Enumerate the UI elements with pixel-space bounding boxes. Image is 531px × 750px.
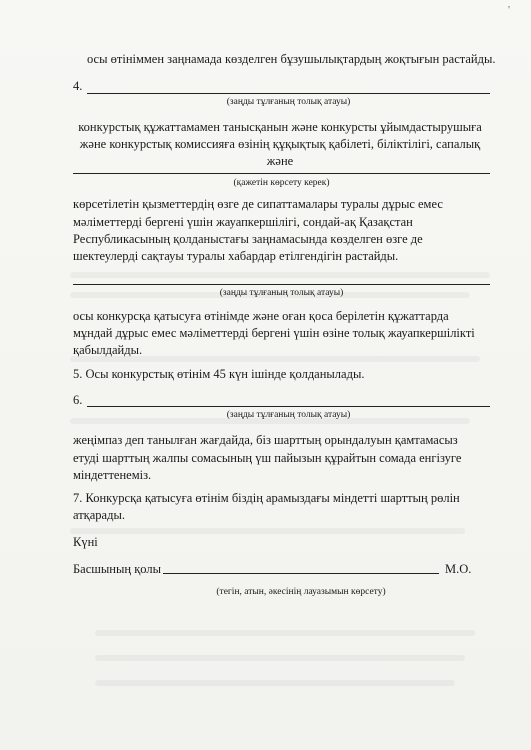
- item6-fill-line: [87, 406, 490, 407]
- legal-name-fill-line-2: [73, 284, 490, 285]
- item4-text-line1: конкурстық құжаттамамен танысқанын және конкурсты ұйымдастырушыға: [78, 120, 482, 134]
- item5-text: 5. Осы конкурстық өтінім 45 күн ішінде қолданылады.: [73, 367, 365, 381]
- bleed-through-mark: [95, 680, 455, 686]
- signature-fill-line: [163, 573, 439, 574]
- legal-name-caption-2: (заңды тұлғаның толық атауы): [219, 288, 344, 298]
- name-position-caption: (тегін, атын, әкесінің лауазымын көрсету): [216, 587, 386, 597]
- item7-line1: 7. Конкурсқа қатысуға өтінім біздің арамыздағы міндетті шарттың рөлін: [73, 491, 460, 505]
- item4-number: 4.: [73, 79, 83, 93]
- responsibility-line4: шектеулерді сақтауы туралы хабардар етілгендігін растайды.: [73, 249, 399, 263]
- head-signature-label: Басшының қолы: [73, 562, 161, 576]
- stamp-place-label: М.О.: [445, 562, 472, 576]
- specify-fill-line: [73, 173, 490, 174]
- responsibility-line1: көрсетілетін қызметтердің өзге де сипаттамалары туралы дұрыс емес: [73, 197, 443, 211]
- bleed-through-mark: [70, 528, 465, 534]
- bleed-through-mark: [95, 655, 465, 661]
- item4-text-line2: және конкурстық комиссияға өзінің құқықтық қабілеті, біліктілігі, сапалық: [79, 137, 481, 151]
- participation-line1: осы конкурсқа қатысуға өтінімде және оған қоса берілетін құжаттарда: [73, 309, 449, 323]
- winner-line3: міндеттенеміз.: [73, 468, 152, 482]
- bleed-through-mark: [95, 630, 475, 636]
- winner-line2: етуді шарттың жалпы сомасының үш пайызын құрайтын сомада енгізуге: [73, 451, 462, 465]
- item7-line2: атқарады.: [73, 508, 125, 522]
- participation-line2: мұндай дұрыс емес мәліметтерді бергені үшін өзіне толық жауапкершілікті: [73, 326, 475, 340]
- confirm-paragraph: осы өтініммен заңнамада көзделген бұзушылықтардың жоқтығын растайды.: [87, 52, 496, 66]
- bleed-through-mark: [70, 272, 490, 278]
- participation-line3: қабылдайды.: [73, 343, 143, 357]
- corner-mark: ': [508, 4, 510, 16]
- legal-name-caption: (заңды тұлғаның толық атауы): [226, 97, 351, 107]
- item6-number: 6.: [73, 393, 83, 407]
- specify-caption: (қажетін көрсету керек): [233, 178, 330, 188]
- responsibility-line2: мәліметтерді бергені үшін жауапкершілігі, сондай-ақ Қазақстан: [73, 215, 413, 229]
- responsibility-line3: Республикасының қолданыстағы заңнамасында көзделген өзге де: [73, 232, 423, 246]
- item4-fill-line: [87, 93, 490, 94]
- date-label: Күні: [73, 535, 98, 549]
- legal-name-caption-3: (заңды тұлғаның толық атауы): [226, 410, 351, 420]
- winner-line1: жеңімпаз деп танылған жағдайда, біз шарттың орындалуын қамтамасыз: [73, 433, 458, 447]
- item4-text-line3: және: [266, 154, 294, 168]
